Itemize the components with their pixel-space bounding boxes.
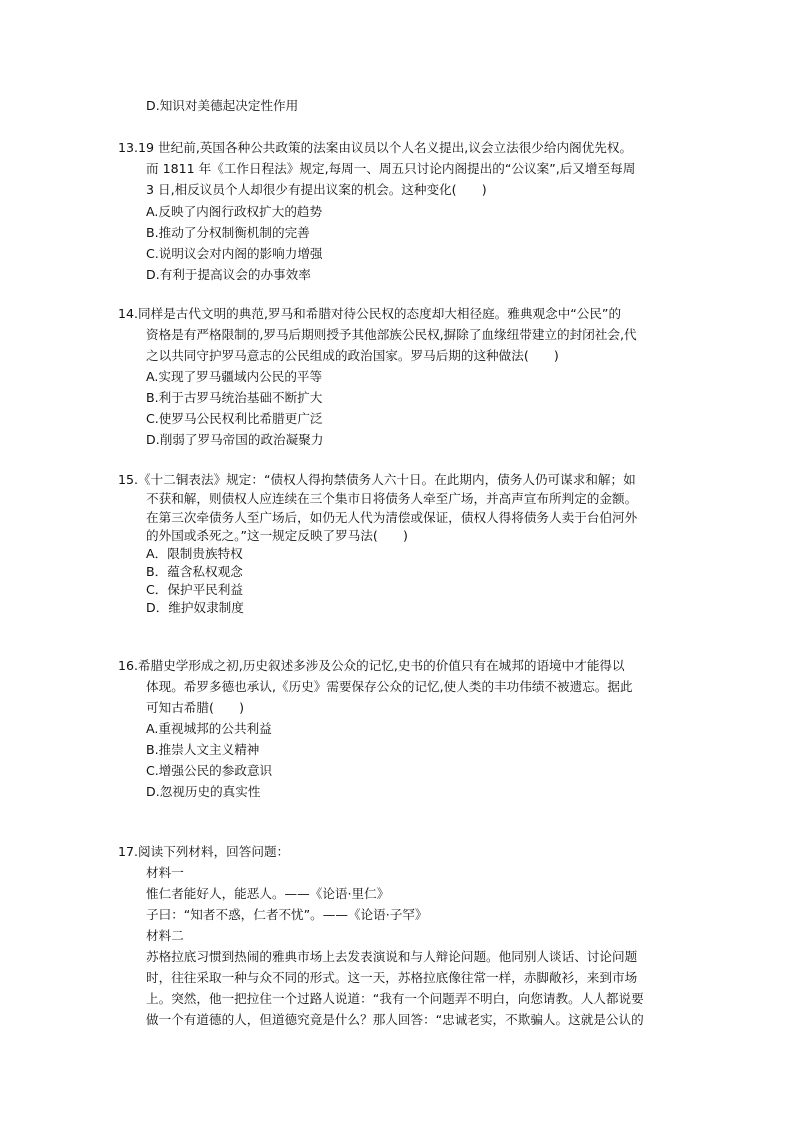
q14-stem-line-1: 14.同样是古代文明的典范,罗马和希腊对待公民权的态度却大相径庭。雅典观念中“公民”的 <box>118 306 622 321</box>
q17-material-2-line-2: 时，往往采取一种与众不同的形式。这一天，苏格拉底像往常一样，赤脚敞衫，来到市场 <box>146 970 638 985</box>
q14-option-c: C.使罗马公民权利比希腊更广泛 <box>146 411 323 426</box>
q15-option-c: C．保护平民利益 <box>146 582 243 597</box>
q14-option-a: A.实现了罗马疆域内公民的平等 <box>146 369 323 384</box>
q15-option-b: B．蕴含私权观念 <box>146 564 243 579</box>
q14-stem-line-3: 之以共同守护罗马意志的公民组成的政治国家。罗马后期的这种做法( ) <box>146 348 559 363</box>
q15-option-a: A．限制贵族特权 <box>146 546 243 561</box>
q12-option-d: D.知识对美德起决定性作用 <box>146 98 299 113</box>
q16-option-d: D.忽视历史的真实性 <box>146 784 261 799</box>
q13-option-b: B.推动了分权制衡机制的完善 <box>146 225 310 240</box>
q17-stem: 17.阅读下列材料，回答问题： <box>118 844 290 859</box>
q17-material-1-quote-2: 子曰：“知者不惑，仁者不忧”。——《论语·子罕》 <box>146 907 428 922</box>
q15-option-d: D．维护奴隶制度 <box>146 600 244 615</box>
q16-stem-line-3: 可知古希腊( ) <box>146 700 244 715</box>
q17-material-1-heading: 材料一 <box>146 865 184 880</box>
q15-stem-line-3: 在第三次牵债务人至广场后，如仍无人代为清偿或保证，债权人得将债务人卖于台伯河外 <box>146 510 638 525</box>
q15-stem-line-2: 不获和解，则债权人应连续在三个集市日将债务人牵至广场，并高声宣布所判定的金额。 <box>146 491 638 506</box>
q15-stem-line-4: 的外国或杀死之。”这一规定反映了罗马法( ) <box>146 528 408 543</box>
q17-material-2-heading: 材料二 <box>146 928 184 943</box>
q17-material-2-line-3: 上。突然，他一把拉住一个过路人说道：“我有一个问题弄不明白，向您请教。人人都说要 <box>146 991 644 1006</box>
q14-stem-line-2: 资格是有严格限制的,罗马后期则授予其他部族公民权,摒除了血缘纽带建立的封闭社会,代 <box>146 327 637 342</box>
q13-stem-line-2: 而 1811 年《工作日程法》规定,每周一、周五只讨论内阁提出的“公议案”,后又增至每周 <box>146 161 636 176</box>
q16-option-a: A.重视城邦的公共利益 <box>146 721 272 736</box>
q17-material-1-quote-1: 惟仁者能好人，能恶人。——《论语·里仁》 <box>146 886 390 901</box>
q17-material-2-line-4: 做一个有道德的人，但道德究竟是什么？那人回答：“忠诚老实，不欺骗人。这就是公认的 <box>146 1012 644 1027</box>
q14-option-d: D.削弱了罗马帝国的政治凝聚力 <box>146 432 324 447</box>
q16-stem-line-2: 体现。希罗多德也承认,《历史》需要保存公众的记忆,使人类的丰功伟绩不被遗忘。据此 <box>146 679 633 694</box>
q17-material-2-line-1: 苏格拉底习惯到热闹的雅典市场上去发表演说和与人辩论问题。他同别人谈话、讨论问题 <box>146 949 638 964</box>
q13-option-c: C.说明议会对内阁的影响力增强 <box>146 246 323 261</box>
q13-stem-line-3: 3 日,相反议员个人却很少有提出议案的机会。这种变化( ) <box>146 182 487 197</box>
q13-option-a: A.反映了内阁行政权扩大的趋势 <box>146 204 323 219</box>
q13-option-d: D.有利于提高议会的办事效率 <box>146 267 311 282</box>
q16-option-c: C.增强公民的参政意识 <box>146 763 273 778</box>
q14-option-b: B.利于古罗马统治基础不断扩大 <box>146 390 323 405</box>
q16-stem-line-1: 16.希腊史学形成之初,历史叙述多涉及公众的记忆,史书的价值只有在城邦的语境中才能得以 <box>118 658 625 673</box>
q16-option-b: B.推崇人文主义精神 <box>146 742 260 757</box>
q13-stem-line-1: 13.19 世纪前,英国各种公共政策的法案由议员以个人名义提出,议会立法很少给内阁优先权。 <box>118 140 633 155</box>
q15-stem-line-1: 15.《十二铜表法》规定：“债权人得拘禁债务人六十日。在此期内，债务人仍可谋求和解；如 <box>118 472 636 487</box>
